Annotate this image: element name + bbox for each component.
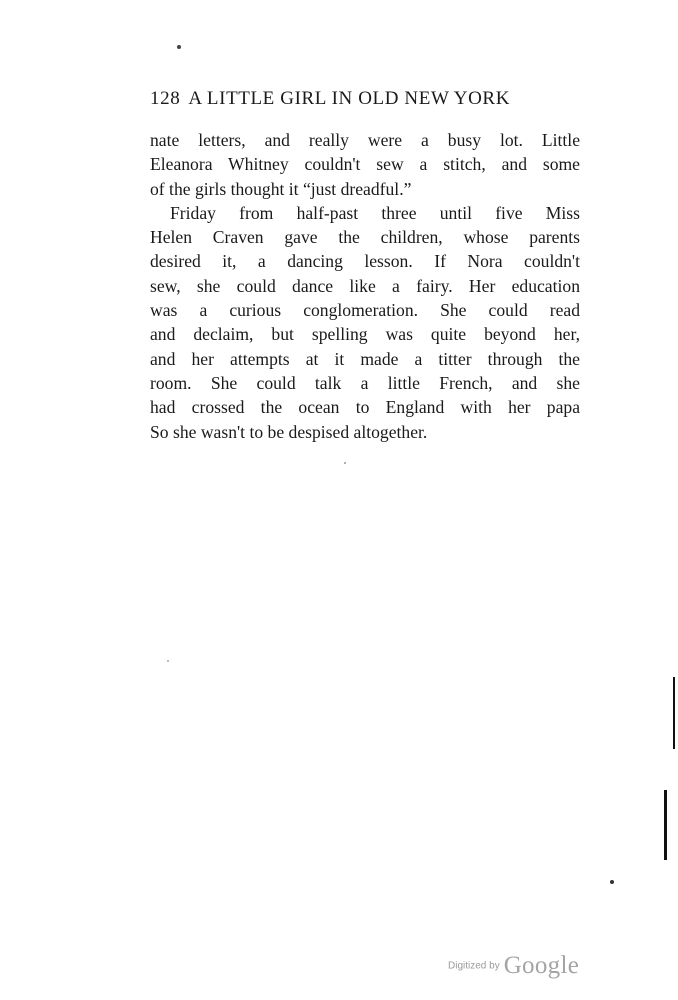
scan-speck <box>610 880 614 884</box>
text-line: nate letters, and really were a busy lot. Little <box>150 130 580 150</box>
text-line: So she wasn't to be despised altogether. <box>150 421 428 442</box>
page-edge-mark <box>673 677 675 749</box>
watermark-prefix: Digitized by <box>448 960 500 972</box>
google-logo: Google <box>503 952 580 979</box>
text-line: Helen Craven gave the children, whose parents <box>150 227 580 248</box>
text-line: sew, she could dance like a fairy. Her education <box>150 275 580 296</box>
text-line: and her attempts at it made a titter through the <box>150 348 580 369</box>
text-line: was a curious conglomeration. She could read <box>150 300 580 321</box>
text-line: Friday from half-past three until five Miss <box>170 202 580 223</box>
scan-speck <box>344 462 346 464</box>
text-line: Eleanora Whitney couldn't sew a stitch, and some <box>150 154 580 175</box>
scan-speck <box>167 660 169 662</box>
running-head <box>150 88 580 110</box>
page-number: 128 <box>150 88 181 109</box>
text-line: of the girls thought it “just dreadful.” <box>150 178 412 199</box>
ink-speck <box>177 45 181 49</box>
running-title: A LITTLE GIRL IN OLD NEW YORK <box>188 88 511 109</box>
digitized-by-google-watermark <box>448 952 579 980</box>
text-line: and declaim, but spelling was quite beyond her, <box>150 324 580 345</box>
page-edge-mark <box>664 790 667 860</box>
text-line: desired it, a dancing lesson. If Nora couldn't <box>150 251 580 272</box>
body-text <box>150 128 580 444</box>
text-line: room. She could talk a little French, and she <box>150 372 580 393</box>
text-line: had crossed the ocean to England with her papa <box>150 397 580 418</box>
